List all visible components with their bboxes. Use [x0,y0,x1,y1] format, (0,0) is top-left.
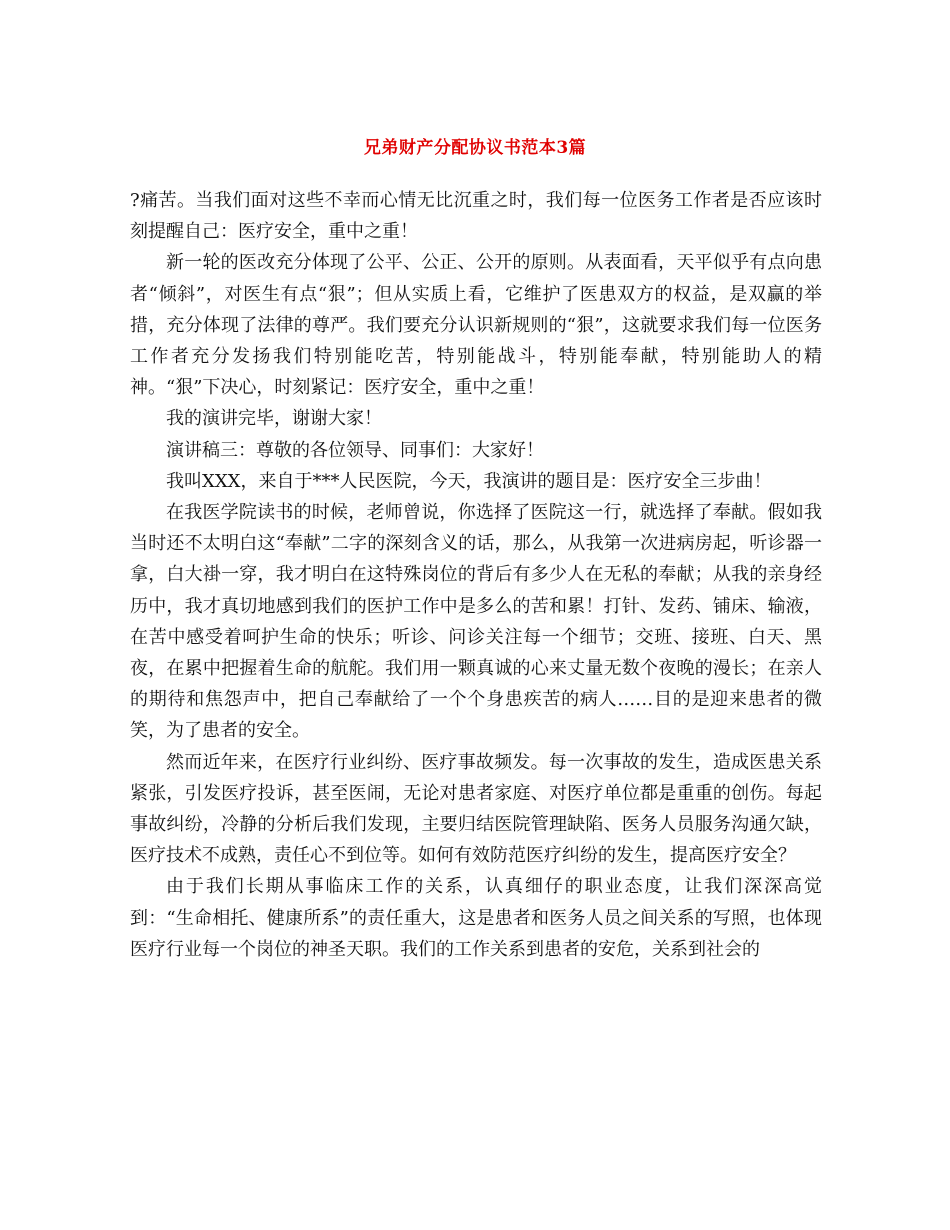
paragraph: 在我医学院读书的时候，老师曾说，你选择了医院这一行，就选择了奉献。假如我当时还不太明白这“奉献”二字的深刻含义的话，那么，从我第一次进病房起，听诊器一拿，白大褂一穿，我才明白在这特殊岗位的背后有多少人在无私的奉献；从我的亲身经历中，我才真切地感到我们的医护工作中是多么的苦和累！打针、发药、铺床、输液，在苦中感受着呵护生命的快乐；听诊、问诊关注每一个细节；交班、接班、白天、黑夜，在累中把握着生命的航舵。我们用一颗真诚的心来丈量无数个夜晚的漫长；在亲人的期待和焦怨声中，把自己奉献给了一个个身患疾苦的病人……目的是迎来患者的微笑，为了患者的安全。 [130,502,822,742]
paragraph: 由于我们长期从事临床工作的关系，认真细仔的职业态度，让我们深深高觉到：“生命相托、健康所系”的责任重大，这是患者和医务人员之间关系的写照，也体现医疗行业每一个岗位的神圣天职。我们的工作关系到患者的安危，关系到社会的 [130,876,822,960]
paragraph: 我叫XXX，来自于***人民医院，今天，我演讲的题目是：医疗安全三步曲！ [166,470,772,492]
paragraph: 我的演讲完毕，谢谢大家！ [166,408,382,430]
paragraph: 演讲稿三：尊敬的各位领导、同事们：大家好！ [166,439,544,461]
document-body [130,185,822,965]
document-title: 兄弟财产分配协议书范本3篇 [363,138,587,159]
paragraph: 新一轮的医改充分体现了公平、公正、公开的原则。从表面看，天平似乎有点向患者“倾斜”，对医生有点“狠”；但从实质上看，它维护了医患双方的权益，是双赢的举措，充分体现了法律的尊严。我们要充分认识新规则的“狠”，这就要求我们每一位医务工作者充分发扬我们特别能吃苦，特别能战斗，特别能奉献，特别能助人的精神。“狠”下决心，时刻紧记：医疗安全，重中之重！ [130,252,822,399]
paragraph: 然而近年来，在医疗行业纠纷、医疗事故频发。每一次事故的发生，造成医患关系紧张，引发医疗投诉，甚至医闹，无论对患者家庭、对医疗单位都是重重的创伤。每起事故纠纷，冷静的分析后我们发现，主要归结医院管理缺陷、医务人员服务沟通欠缺，医疗技术不成熟，责任心不到位等。如何有效防范医疗纠纷的发生，提高医疗安全？ [130,751,822,867]
paragraph: ?痛苦。当我们面对这些不幸而心情无比沉重之时，我们每一位医务工作者是否应该时刻提醒自己：医疗安全，重中之重！ [130,190,822,243]
